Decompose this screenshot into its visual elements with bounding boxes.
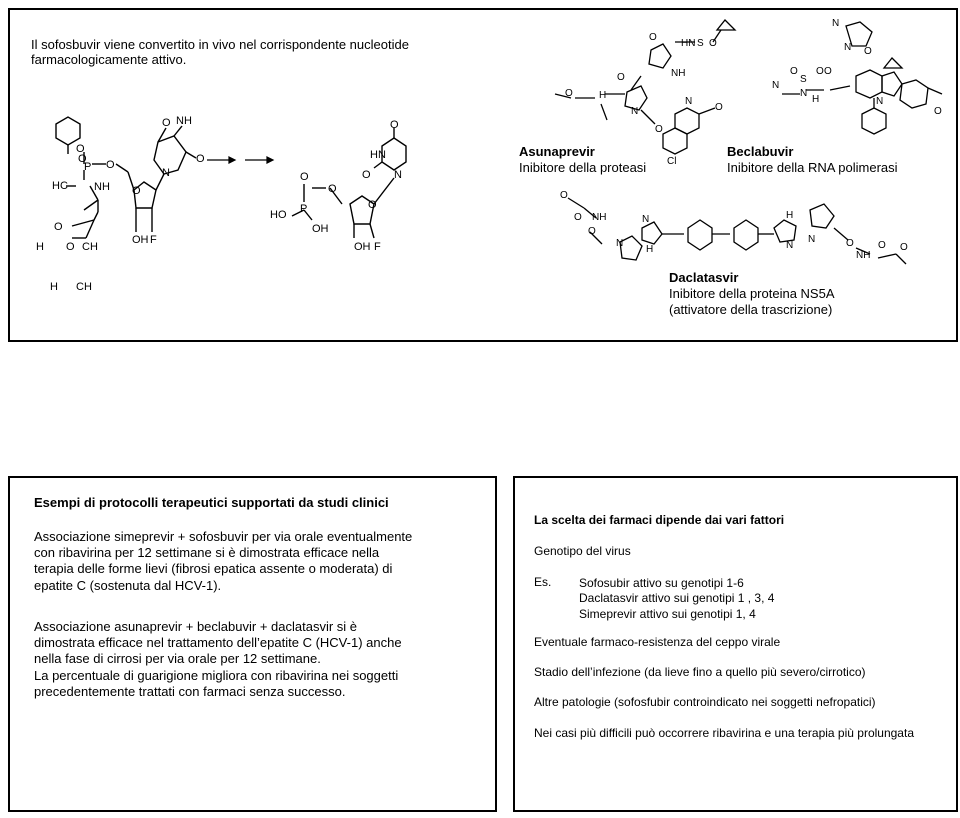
svg-text:O: O <box>362 169 371 181</box>
paragraph-line: epatite C (sostenuta dal HCV-1). <box>34 577 222 593</box>
protocols-paragraph-1 <box>34 529 412 594</box>
svg-text:S: S <box>800 74 807 85</box>
svg-text:O: O <box>864 46 872 57</box>
svg-text:O: O <box>54 221 63 233</box>
paragraph-line: Associazione simeprevir + sofosbuvir per via orale eventualmente <box>34 529 413 544</box>
svg-text:O: O <box>300 171 309 183</box>
svg-text:O: O <box>790 66 798 77</box>
intro-line-2: farmacologicamente attivo. <box>31 52 187 67</box>
svg-text:HN: HN <box>370 149 386 161</box>
protocols-title: Esempi di protocolli terapeutici supportati da studi clinici <box>34 495 389 510</box>
svg-text:O: O <box>649 32 657 43</box>
svg-text:N: N <box>844 42 852 53</box>
svg-text:OH: OH <box>132 234 149 246</box>
svg-text:O: O <box>709 38 717 49</box>
svg-text:H: H <box>812 94 820 105</box>
es-item: Sofosubir attivo su genotipi 1-6 <box>579 576 744 590</box>
svg-text:O: O <box>715 102 723 113</box>
svg-text:N: N <box>616 238 624 249</box>
svg-text:P: P <box>84 161 92 173</box>
svg-text:F: F <box>374 241 381 253</box>
daclatasvir-desc-2: (attivatore della trascrizione) <box>669 302 833 317</box>
svg-text:H: H <box>52 180 60 192</box>
factor-stage: Stadio dell’infezione (da lieve fino a quello più severo/cirrotico) <box>534 665 866 679</box>
asunaprevir-desc: Inibitore della proteasi <box>519 160 647 175</box>
paragraph-line: La percentuale di guarigione migliora con ribavirina nei soggetti <box>34 667 399 683</box>
svg-text:CH: CH <box>82 241 98 253</box>
es-item: Daclatasvir attivo sui genotipi 1 , 3, 4 <box>579 591 775 606</box>
svg-text:NH: NH <box>671 68 686 79</box>
svg-text:N: N <box>162 167 170 179</box>
svg-text:O: O <box>132 185 141 197</box>
svg-text:NH: NH <box>94 181 110 193</box>
svg-text:O: O <box>824 66 832 77</box>
svg-text:O: O <box>934 106 942 117</box>
svg-text:NH: NH <box>856 250 871 261</box>
daclatasvir-structure <box>560 188 920 298</box>
protocols-paragraph-2 <box>34 619 402 700</box>
svg-text:OH: OH <box>354 241 371 253</box>
factor-genotype: Genotipo del virus <box>534 544 631 558</box>
svg-text:H: H <box>36 241 44 253</box>
svg-text:O: O <box>617 72 625 83</box>
svg-text:H: H <box>646 244 654 255</box>
svg-text:H: H <box>786 210 794 221</box>
sofosbuvir-structure <box>36 112 266 302</box>
conversion-arrows <box>205 152 275 172</box>
svg-text:S: S <box>697 38 704 49</box>
svg-text:O: O <box>878 240 886 251</box>
factor-difficult-cases: Nei casi più difficili può occorrere ribavirina e una terapia più prolungata <box>534 726 914 740</box>
svg-text:N: N <box>808 234 816 245</box>
svg-text:F: F <box>150 234 157 246</box>
factors-title: La scelta dei farmaci dipende dai vari fattori <box>534 513 785 527</box>
svg-text:O: O <box>816 66 824 77</box>
svg-text:N: N <box>876 96 884 107</box>
svg-text:N: N <box>786 240 794 251</box>
paragraph-line: nella fase di cirrosi per via orale per 12 settimane. <box>34 651 321 667</box>
svg-text:O: O <box>560 190 568 201</box>
paragraph-line: con ribavirina per 12 settimane si è dimostrata efficace nella <box>34 545 380 561</box>
svg-text:O: O <box>106 159 115 171</box>
svg-text:O: O <box>328 183 337 195</box>
daclatasvir-desc-1: Inibitore della proteina NS5A <box>669 286 835 301</box>
paragraph-line: dimostrata efficace nel trattamento dell’epatite C (HCV-1) anche <box>34 635 402 651</box>
svg-text:CH: CH <box>76 281 92 293</box>
svg-text:H: H <box>599 90 607 101</box>
svg-text:O: O <box>588 226 596 237</box>
beclabuvir-name: Beclabuvir <box>727 144 794 159</box>
beclabuvir-structure <box>760 14 950 154</box>
svg-text:NH: NH <box>176 115 192 127</box>
svg-text:O: O <box>78 153 87 165</box>
intro-line-1: Il sofosbuvir viene convertito in vivo nel corrispondente nucleotide <box>31 37 409 52</box>
svg-text:Cl: Cl <box>667 156 677 167</box>
svg-text:O: O <box>196 153 205 165</box>
svg-text:N: N <box>642 214 650 225</box>
svg-text:O: O <box>565 88 573 99</box>
paragraph-line: Associazione asunaprevir + beclabuvir + daclatasvir si è <box>34 619 358 634</box>
svg-text:HN: HN <box>681 38 696 49</box>
svg-text:O: O <box>846 238 854 249</box>
svg-text:O: O <box>368 199 377 211</box>
svg-text:O: O <box>76 143 85 155</box>
nucleotide-structure <box>270 118 440 263</box>
svg-text:O: O <box>574 212 582 223</box>
svg-text:P: P <box>300 203 308 215</box>
svg-text:N: N <box>631 106 639 117</box>
svg-text:O: O <box>66 241 75 253</box>
svg-text:N: N <box>394 169 402 181</box>
svg-text:N: N <box>685 96 693 107</box>
factor-resistance: Eventuale farmaco-resistenza del ceppo virale <box>534 635 781 649</box>
paragraph-line: precedentemente trattati con farmaci senza successo. <box>34 683 346 699</box>
beclabuvir-desc: Inibitore della RNA polimerasi <box>727 160 898 175</box>
svg-text:O: O <box>162 117 171 129</box>
svg-text:H: H <box>50 281 58 293</box>
factor-other-diseases: Altre patologie (sofosfubir controindicato nei soggetti nefropatici) <box>534 695 876 709</box>
es-label: Es. <box>534 575 552 589</box>
svg-text:O: O <box>655 124 663 135</box>
svg-text:C: C <box>60 180 68 192</box>
asunaprevir-name: Asunaprevir <box>519 144 595 159</box>
svg-text:O: O <box>900 242 908 253</box>
paragraph-line: terapia delle forme lievi (fibrosi epatica assente o moderata) di <box>34 561 393 577</box>
svg-text:N: N <box>832 18 840 29</box>
daclatasvir-name: Daclatasvir <box>669 270 739 285</box>
svg-text:N: N <box>800 88 808 99</box>
svg-text:NH: NH <box>592 212 607 223</box>
es-item: Simeprevir attivo sui genotipi 1, 4 <box>579 606 756 621</box>
svg-text:OH: OH <box>312 223 329 235</box>
es-list <box>579 576 774 622</box>
svg-text:HO: HO <box>270 209 287 221</box>
svg-text:O: O <box>390 119 399 131</box>
svg-text:N: N <box>772 80 780 91</box>
